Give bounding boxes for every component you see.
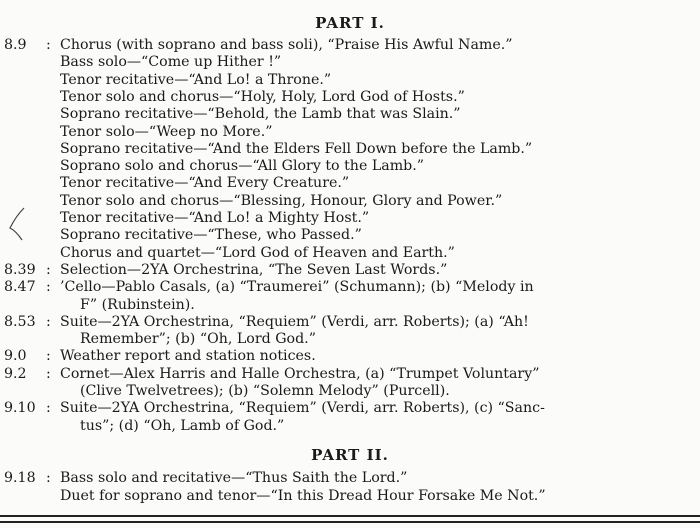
programme-item-text: Soprano solo and chorus—“All Glory to the Lamb.” <box>60 158 425 175</box>
time-separator: : <box>46 400 51 417</box>
time-separator: : <box>46 37 51 53</box>
time-separator: : <box>46 279 51 296</box>
programme-item-text: Tenor recitative—“And Lo! a Throne.” <box>60 71 332 88</box>
programme-time: 8.39 <box>4 261 36 278</box>
programme-item-text: Duet for soprano and tenor—“In this Dread Hour Forsake Me Not.” <box>60 488 546 504</box>
programme-item-text: (Clive Twelvetrees); (b) “Solemn Melody” (Purcell). <box>80 383 450 399</box>
part-two-heading: PART II. <box>311 446 389 464</box>
programme-item-text: Tenor solo and chorus—“Holy, Holy, Lord God of Hosts.” <box>60 88 465 105</box>
programme-item-text: Bass solo and recitative—“Thus Saith the Lord.” <box>60 470 408 486</box>
programme-time: 8.47 <box>4 279 36 296</box>
programme-time: 9.18 <box>4 470 36 486</box>
programme-item-text: Suite—2YA Orchestrina, “Requiem” (Verdi, arr. Roberts); (a) “Ah! <box>60 313 529 330</box>
programme-time: 9.10 <box>4 400 36 417</box>
programme-item-text: Remember”; (b) “Oh, Lord God.” <box>80 331 316 348</box>
programme-item-text: Tenor solo and chorus—“Blessing, Honour, Glory and Power.” <box>60 192 503 209</box>
bottom-rule-top <box>0 515 700 517</box>
programme-item-text: Tenor recitative—“And Every Creature.” <box>60 175 350 192</box>
programme-item-text: Suite—2YA Orchestrina, “Requiem” (Verdi, arr. Roberts), (c) “Sanc- <box>60 400 545 417</box>
time-separator: : <box>46 313 51 330</box>
programme-item-text: Weather report and station notices. <box>60 348 316 365</box>
programme-time: 9.2 <box>4 365 27 382</box>
programme-item-text: Chorus (with soprano and bass soli), “Praise His Awful Name.” <box>60 37 513 53</box>
programme-item-text: Soprano recitative—“These, who Passed.” <box>60 227 362 244</box>
programme-item-text: Tenor solo—“Weep no More.” <box>60 123 273 140</box>
programme-item-text: Tenor recitative—“And Lo! a Mighty Host.” <box>60 210 370 226</box>
programme-item-text: F” (Rubinstein). <box>80 296 195 313</box>
programme-item-text: Soprano recitative—“Behold, the Lamb that was Slain.” <box>60 106 461 123</box>
programme-time: 9.0 <box>4 348 27 365</box>
programme-item-text: Soprano recitative—“And the Elders Fell Down before the Lamb.” <box>60 140 533 157</box>
programme-time: 8.53 <box>4 313 36 330</box>
programme-item-text: ’Cello—Pablo Casals, (a) “Traumerei” (Schumann); (b) “Melody in <box>60 279 534 296</box>
time-separator: : <box>46 261 51 278</box>
programme-item-text: Bass solo—“Come up Hither !” <box>60 54 282 71</box>
programme-item-text: Cornet—Alex Harris and Halle Orchestra, (a) “Trumpet Voluntary” <box>60 365 540 382</box>
bottom-rule-bottom <box>0 521 700 523</box>
programme-item-text: Selection—2YA Orchestrina, “The Seven Last Words.” <box>60 261 448 278</box>
time-separator: : <box>46 365 51 382</box>
time-separator: : <box>46 470 51 486</box>
part-one-heading: PART I. <box>315 14 385 32</box>
programme-item-text: Chorus and quartet—“Lord God of Heaven and Earth.” <box>60 244 455 261</box>
programme-time: 8.9 <box>4 37 27 53</box>
pencil-mark <box>6 206 28 244</box>
programme-item-text: tus”; (d) “Oh, Lamb of God.” <box>80 417 285 434</box>
time-separator: : <box>46 348 51 365</box>
